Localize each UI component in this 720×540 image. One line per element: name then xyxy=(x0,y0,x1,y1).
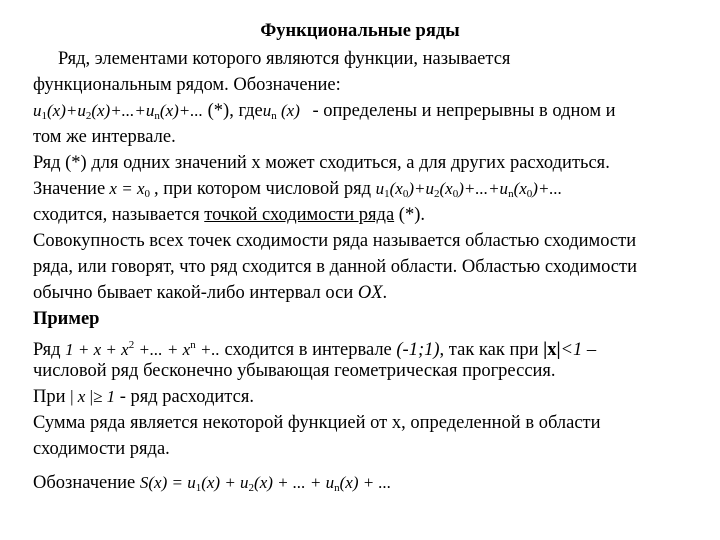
when-label: При xyxy=(33,387,66,407)
diverges-text: - ряд расходится. xyxy=(119,387,254,407)
converges-in-text: сходится в интервале xyxy=(224,340,392,360)
sum-formula: $S(x) = u_1(x) + u_2(x)$ + ... + $u_n(x)$ + ... xyxy=(139,473,392,494)
value-label: Значение xyxy=(33,179,106,199)
example-line-13: числовой ряд бесконечно убывающая геометрическая прогрессия. xyxy=(33,361,556,381)
star-where-text: (*), где xyxy=(207,101,263,121)
interval-value: (-1;1) xyxy=(396,340,440,360)
conv-line-7-start: сходится, называется xyxy=(33,205,205,225)
region-line-8: Совокупность всех точек сходимости ряда называется областью сходимости xyxy=(33,231,637,251)
intro-line-1: Ряд, элементами которого являются функции, называется xyxy=(58,49,511,69)
conv-line-7-end: (*). xyxy=(394,205,425,225)
region-line-9: ряда, или говорят, что ряд сходится в данной области. Областью сходимости xyxy=(33,257,637,277)
sum-line-16: сходимости ряда. xyxy=(33,439,170,459)
geometric-series-formula: $1 + x + x^2$ +... + $x^n$ +.. xyxy=(65,339,220,359)
example-line-14 xyxy=(33,384,254,410)
notation-label: Обозначение xyxy=(33,473,136,493)
point-term: точкой сходимости ряда xyxy=(204,205,395,225)
intro-line-4: том же интервале. xyxy=(33,127,176,147)
divergence-condition-formula: | x |≥ 1 xyxy=(70,387,116,406)
intro-line-2: функциональным рядом. Обозначение: xyxy=(33,75,341,95)
condition-rest: <1 – xyxy=(560,340,597,360)
at-which-text: , при котором числовой ряд xyxy=(153,179,371,199)
conv-line-7 xyxy=(33,202,425,228)
example-heading: Пример xyxy=(33,309,100,329)
axis-name: OX xyxy=(357,283,383,303)
page-title: Функциональные ряды xyxy=(260,21,460,41)
sum-line-15: Сумма ряда является некоторой функцией от х, определенной в области xyxy=(33,413,601,433)
condition-abs: |x| xyxy=(543,340,561,360)
point-formula-x0: $x = x_0$ xyxy=(105,179,150,200)
region-line-10-start: обычно бывает какой-либо интервал оси xyxy=(33,283,358,303)
sum-line-17 xyxy=(33,470,391,501)
series-label: Ряд xyxy=(33,340,61,360)
region-line-10 xyxy=(33,280,387,306)
since-when-text: , так как при xyxy=(439,340,544,360)
term-formula-un: $u_n$ (x) xyxy=(262,101,300,122)
intro-line-3-rest: - определены и непрерывны в одном и xyxy=(312,101,616,121)
region-line-10-end: . xyxy=(382,283,388,303)
series-formula-star: $u_1(x)+u_2(x)+...+u_n(x)+$... xyxy=(33,101,203,122)
conv-line-5: Ряд (*) для одних значений x может сходиться, а для других расходиться. xyxy=(33,153,610,173)
numeric-series-formula: $u_1(x_0)+u_2(x_0)+...+u_n(x_0)+$... xyxy=(375,179,563,200)
